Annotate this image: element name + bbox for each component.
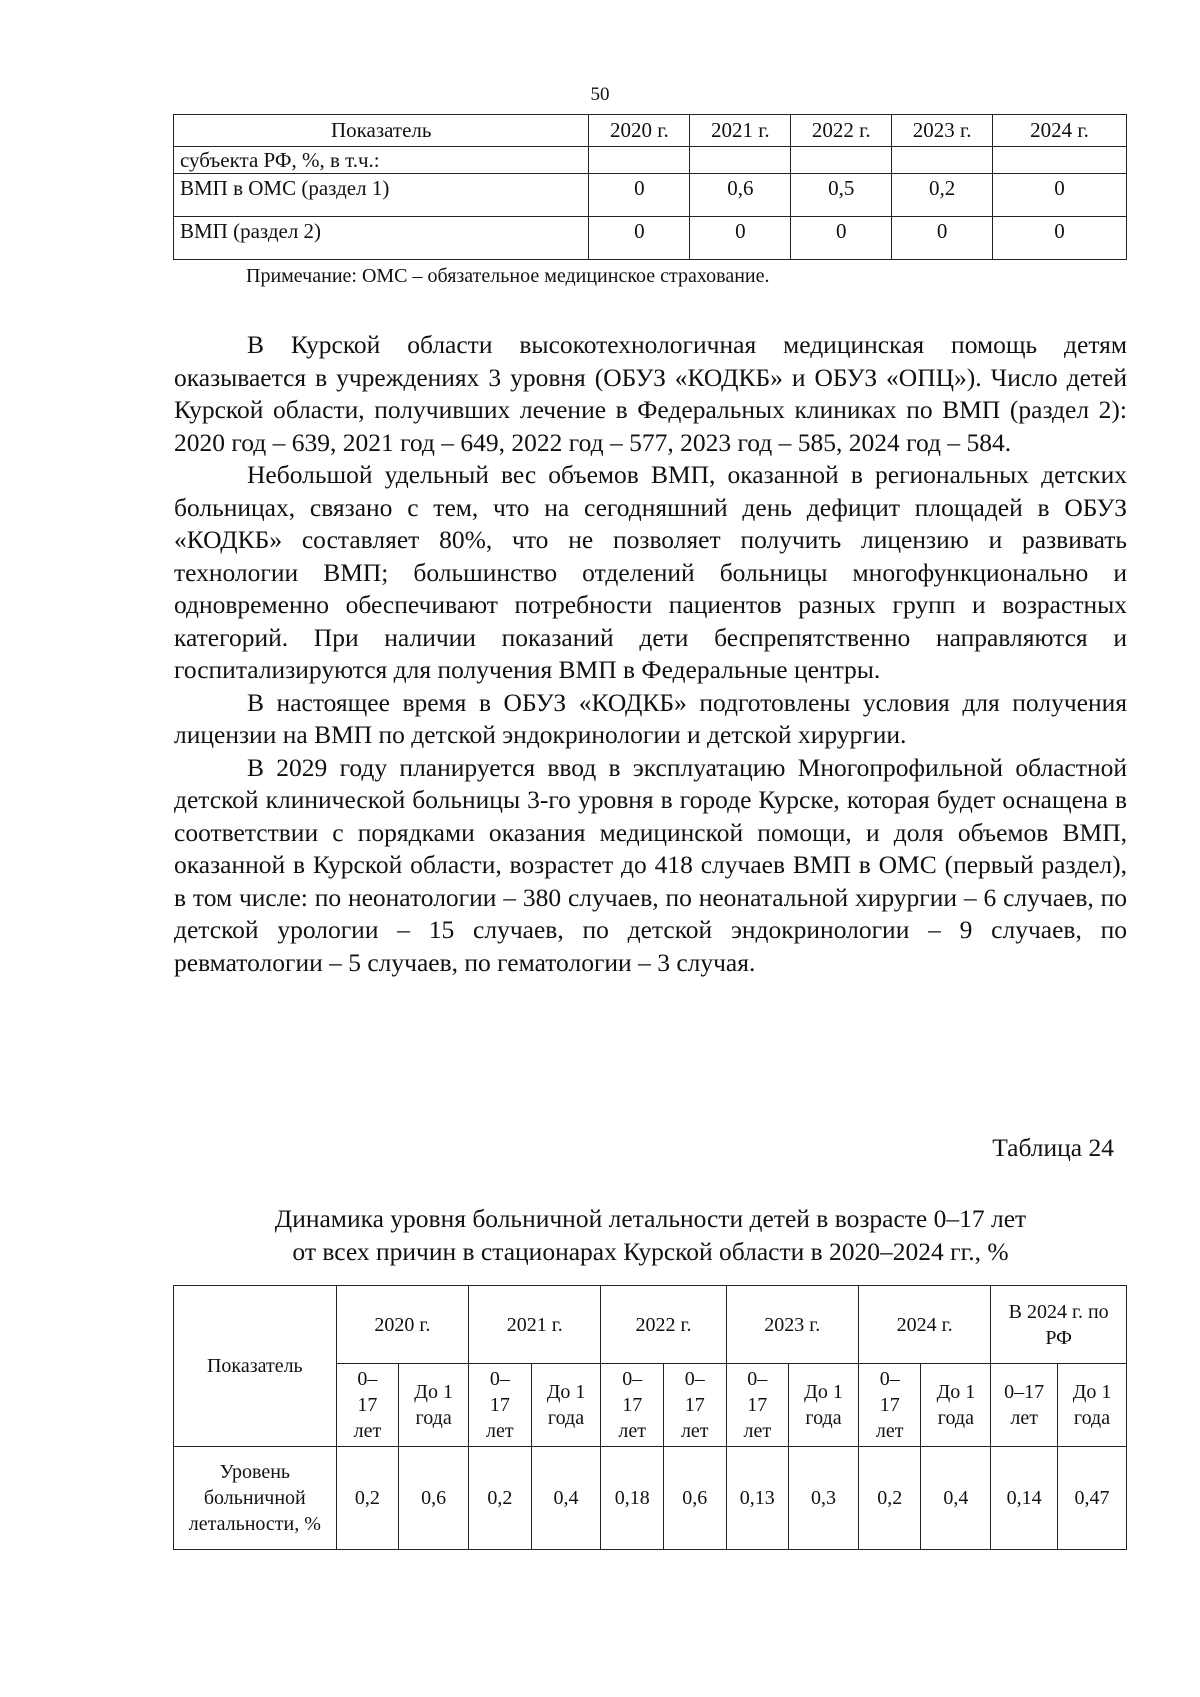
table1-cell: ВМП (раздел 2) (174, 217, 589, 260)
table2-value: 0,3 (789, 1447, 859, 1550)
table1-cell: субъекта РФ, %, в т.ч.: (174, 147, 589, 174)
paragraph: В 2029 году планируется ввод в эксплуатацию Многопрофильной областной детской клинической больницы 3-го уровня в городе Курске, которая будет оснащена в соответствии с порядками оказания медицинской помощи, и доля объемов ВМП, оказанной в Курской области, возрастет до 418 случаев ВМП в ОМС (первый раздел), в том числе: по неонатологии – 380 случаев, по неонатальной хирургии – 6 случаев, по детской урологии – 15 случаев, по детской эндокринологии – 9 случаев, по ревматологии – 5 случаев, по гематологии – 3 случая. (174, 752, 1127, 977)
table2-subheader: 0– 17 лет (858, 1364, 921, 1447)
page-number: 50 (590, 84, 610, 105)
table2-value: 0,6 (399, 1447, 469, 1550)
table2-subheader: 0–17 лет (991, 1364, 1058, 1447)
table2-subheader: 0– 17 лет (336, 1364, 399, 1447)
paragraph: В Курской области высокотехнологичная медицинская помощь детям оказывается в учреждениях 3 уровня (ОБУЗ «КОДКБ» и ОБУЗ «ОПЦ»). Число детей Курской области, получивших лечение в Федеральных клиниках по ВМП (раздел 2): 2020 год – 639, 2021 год – 649, 2022 год – 577, 2023 год – 585, 2024 год – 584. (174, 330, 1127, 457)
table1-cell: 0 (791, 217, 892, 260)
table2-subheader: 0– 17 лет (726, 1364, 789, 1447)
table1-header-2020: 2020 г. (589, 115, 690, 147)
table-row (174, 147, 1127, 174)
table1-cell (589, 147, 690, 174)
table1-cell: 0 (993, 217, 1127, 260)
table2-value: 0,6 (663, 1447, 726, 1550)
table1-cell: 0,5 (791, 174, 892, 217)
table2-row-label: Уровень больничной летальности, % (174, 1447, 337, 1550)
table2-subheader: До 1 года (921, 1364, 991, 1447)
table2-value: 0,2 (336, 1447, 399, 1550)
table1-cell: 0 (993, 174, 1127, 217)
table2-value: 0,47 (1058, 1447, 1127, 1550)
table1-cell: 0,2 (892, 174, 993, 217)
paragraph: В настоящее время в ОБУЗ «КОДКБ» подготовлены условия для получения лицензии на ВМП по детской эндокринологии и детской хирургии. (174, 687, 1127, 749)
table2-value: 0,2 (858, 1447, 921, 1550)
table2-value: 0,13 (726, 1447, 789, 1550)
table2-value: 0,4 (531, 1447, 601, 1550)
table1-header-2024: 2024 г. (993, 115, 1127, 147)
table1-cell (993, 147, 1127, 174)
table-row (174, 217, 1127, 260)
table2-subheader: 0– 17 лет (663, 1364, 726, 1447)
body-text-block-1 (174, 329, 1127, 979)
table-title (174, 1202, 1127, 1268)
table2-header-indicator: Показатель (174, 1286, 337, 1447)
table2-subheader: 0– 17 лет (469, 1364, 532, 1447)
vmp-share-table (173, 114, 1127, 260)
table1-header-2021: 2021 г. (690, 115, 791, 147)
table1-header-2022: 2022 г. (791, 115, 892, 147)
table1-header-indicator: Показатель (174, 115, 589, 147)
table2-year-header: 2023 г. (726, 1286, 858, 1364)
table2-year-header: 2021 г. (469, 1286, 601, 1364)
table2-subheader: До 1 года (1058, 1364, 1127, 1447)
table-title-line: от всех причин в стационарах Курской области в 2020–2024 гг., % (292, 1237, 1009, 1266)
table-title-line: Динамика уровня больничной летальности детей в возрасте 0–17 лет (274, 1204, 1027, 1233)
table2-value: 0,18 (601, 1447, 664, 1550)
table2-value: 0,4 (921, 1447, 991, 1550)
table1-cell: ВМП в ОМС (раздел 1) (174, 174, 589, 217)
table1-cell (791, 147, 892, 174)
table1-cell: 0 (690, 217, 791, 260)
paragraph: Небольшой удельный вес объемов ВМП, оказанной в региональных детских больницах, связано с тем, что на сегодняшний день дефицит площадей в ОБУЗ «КОДКБ» составляет 80%, что не позволяет получить лицензию и развивать технологии ВМП; большинство отделений больницы многофункционально и одновременно обеспечивают потребности пациентов разных групп и возрастных категорий. При наличии показаний дети беспрепятственно направляются и госпитализируются для получения ВМП в Федеральные центры. (174, 460, 1127, 684)
table1-cell: 0 (589, 217, 690, 260)
table-row (174, 174, 1127, 217)
table1-cell: 0 (892, 217, 993, 260)
table1-header-2023: 2023 г. (892, 115, 993, 147)
table1-cell: 0,6 (690, 174, 791, 217)
table2-subheader: До 1 года (531, 1364, 601, 1447)
table2-value: 0,14 (991, 1447, 1058, 1550)
table1-cell (892, 147, 993, 174)
table-label: Таблица 24 (992, 1133, 1114, 1162)
table2-subheader: До 1 года (399, 1364, 469, 1447)
table2-year-header: 2020 г. (336, 1286, 468, 1364)
table2-subheader: 0– 17 лет (601, 1364, 664, 1447)
table2-year-header: 2024 г. (858, 1286, 990, 1364)
table2-value: 0,2 (469, 1447, 532, 1550)
table2-year-header: В 2024 г. по РФ (991, 1286, 1127, 1364)
table-row (174, 1447, 1127, 1550)
mortality-table (173, 1285, 1127, 1550)
table1-cell (690, 147, 791, 174)
table-note: Примечание: ОМС – обязательное медицинское страхование. (246, 265, 770, 287)
table2-subheader: До 1 года (789, 1364, 859, 1447)
table2-year-header: 2022 г. (601, 1286, 726, 1364)
table1-cell: 0 (589, 174, 690, 217)
